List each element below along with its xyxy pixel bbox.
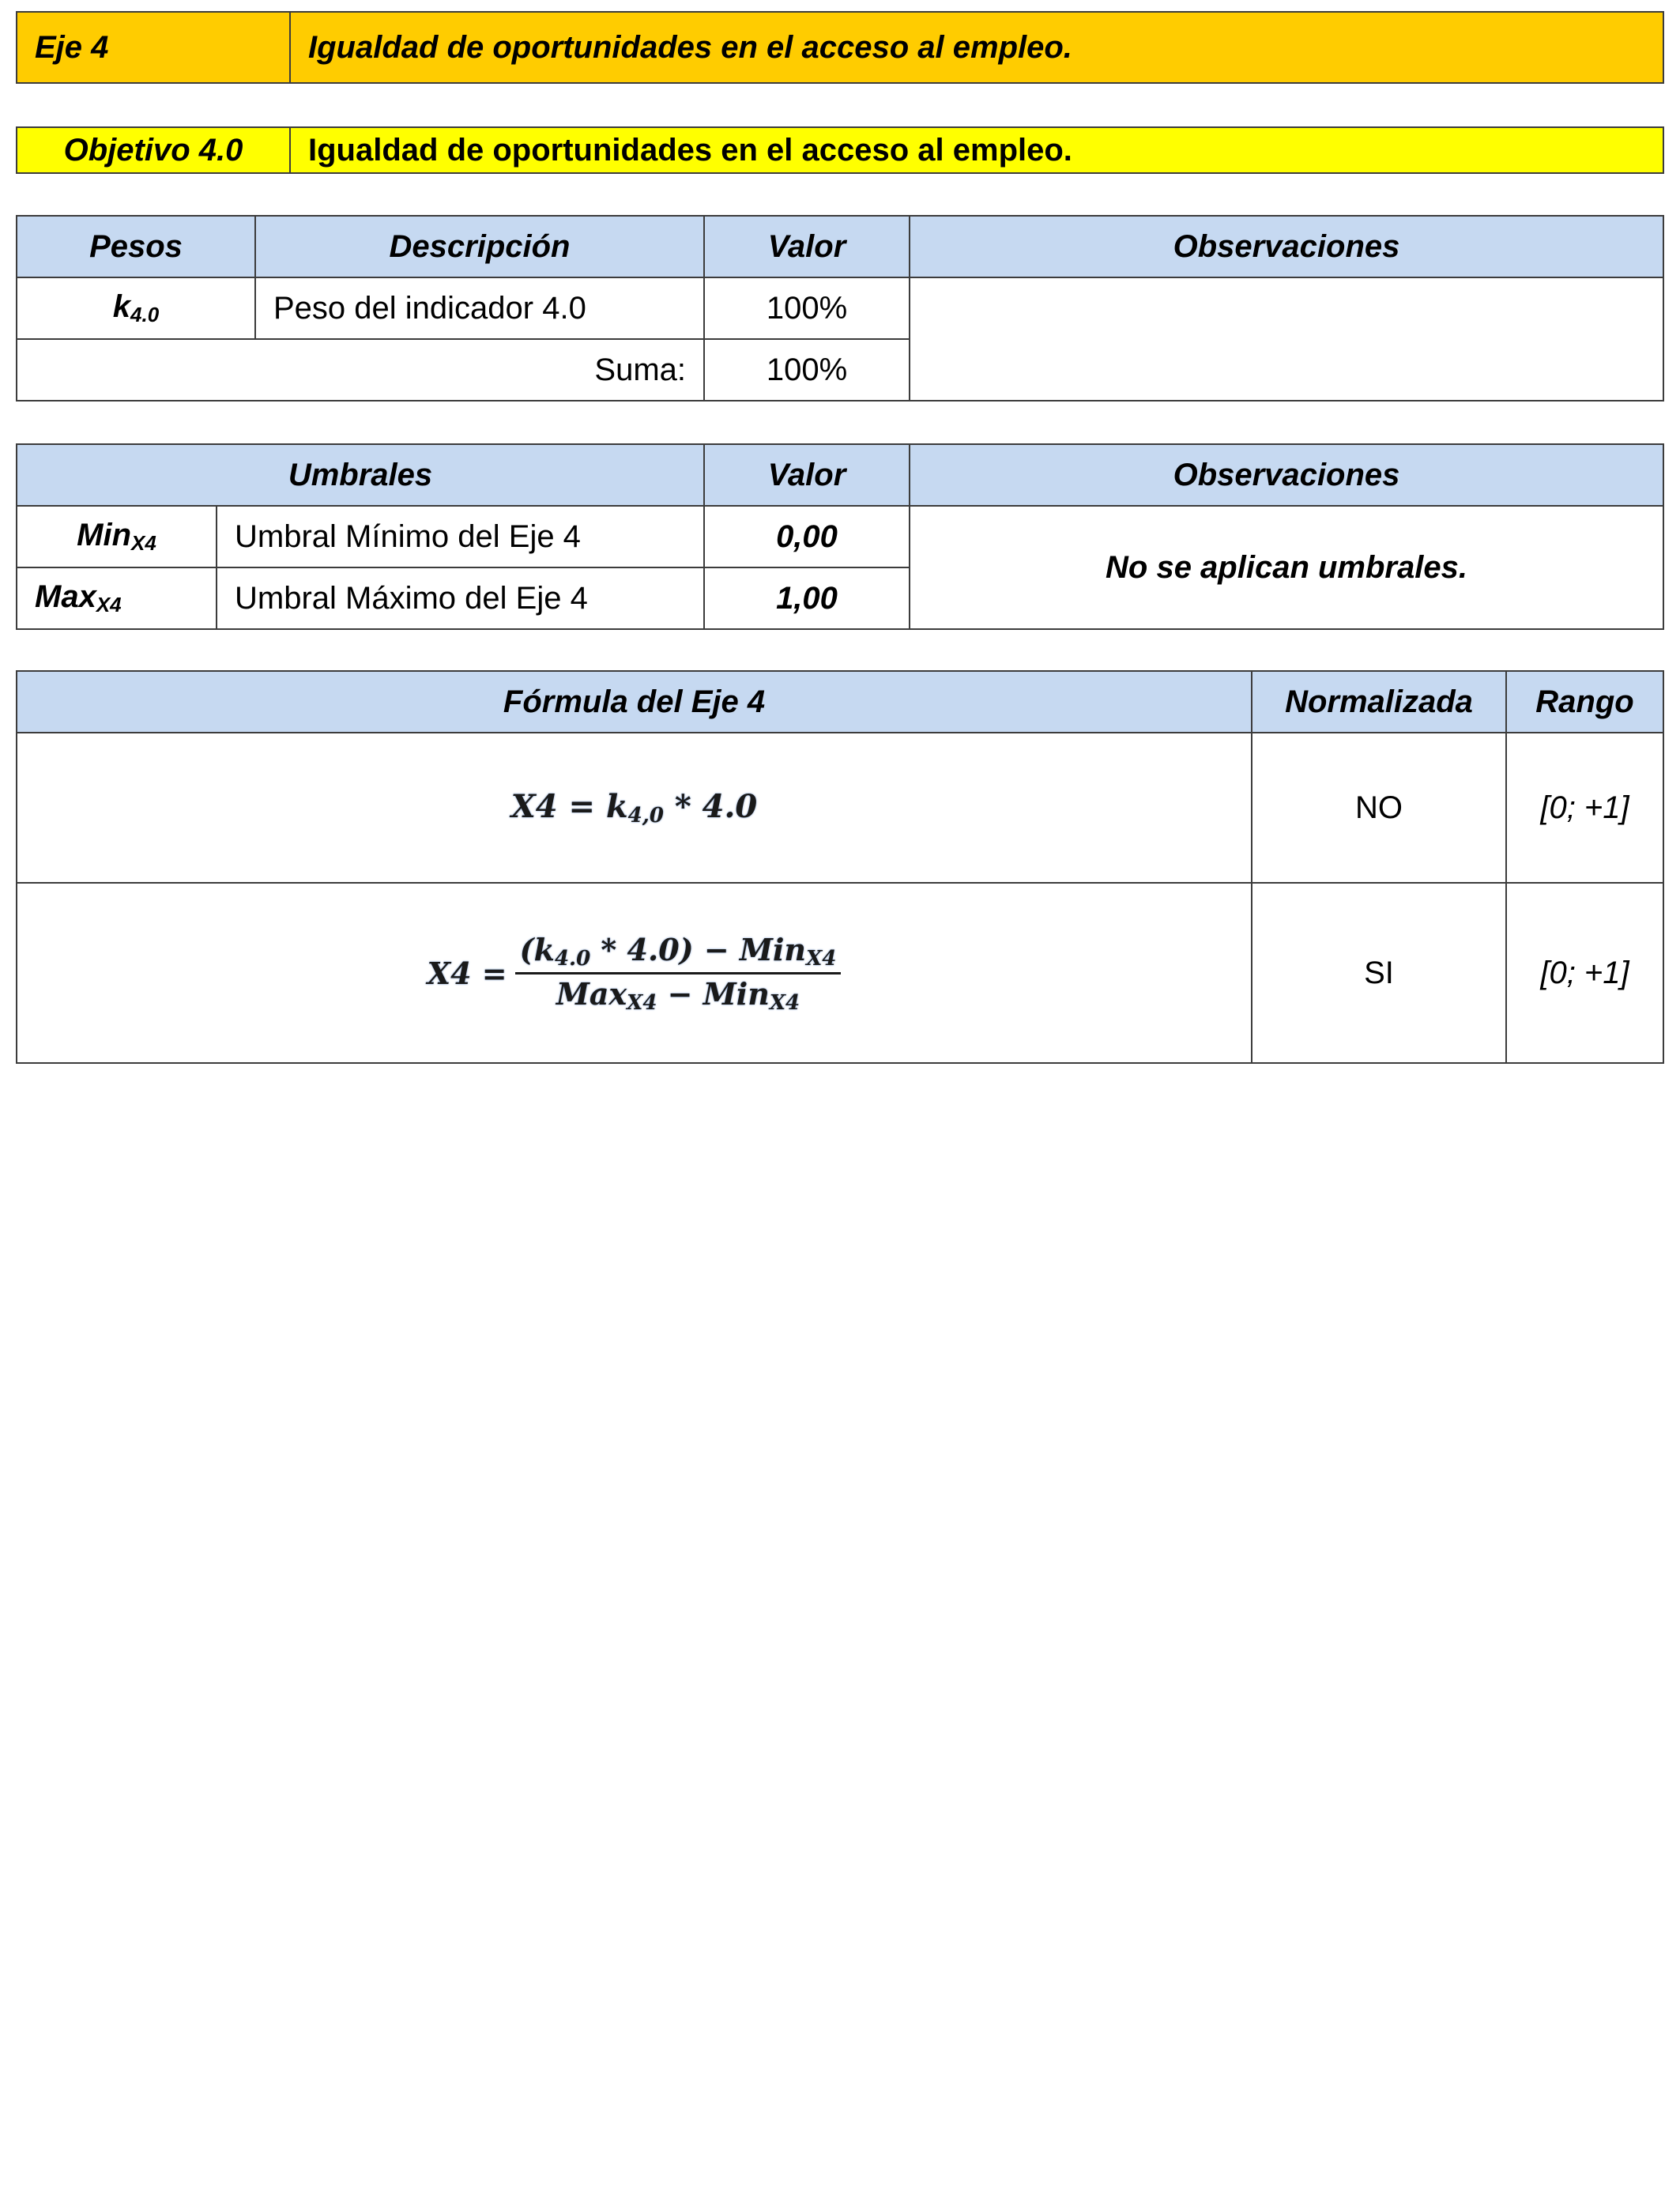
formula-header-rango: Rango [1506, 671, 1663, 733]
eje-label: Eje 4 [17, 12, 290, 83]
formula-denominator: Max$_{X4}$ − Min$_{X4}$ [556, 975, 800, 1015]
pesos-row-k40 [17, 277, 1663, 339]
formula-normalized-rango: [0; +1] [1506, 883, 1663, 1063]
umbrales-header-observaciones: Observaciones [910, 444, 1663, 506]
umbral-max-symbol: Max$_{X4}$ [17, 567, 217, 629]
formula-row-normalized [17, 883, 1663, 1063]
umbrales-observaciones: No se aplican umbrales. [910, 506, 1663, 629]
pesos-header-row [17, 216, 1663, 277]
eje-header-table [16, 11, 1664, 84]
formula-header-formula: Fórmula del Eje 4 [17, 671, 1252, 733]
umbral-min-symbol: Min$_{X4}$ [17, 506, 217, 567]
umbral-max-description: Umbral Máximo del Eje 4 [217, 567, 704, 629]
umbral-min-description: Umbral Mínimo del Eje 4 [217, 506, 704, 567]
umbrales-header-valor: Valor [704, 444, 910, 506]
formula-normalized-lhs: X4 = [427, 955, 507, 991]
objetivo-label: Objetivo 4.0 [17, 127, 290, 173]
formula-row-not-normalized [17, 733, 1663, 883]
formula-numerator: $(k_{4.0} * 4.0) - Min_{X4}$ [515, 932, 842, 974]
umbral-min-value: 0,00 [704, 506, 910, 567]
pesos-observaciones [910, 277, 1663, 401]
peso-description: Peso del indicador 4.0 [255, 277, 704, 339]
pesos-sum-value: 100% [704, 339, 910, 401]
formula-normalized-normalizada: SI [1252, 883, 1506, 1063]
formula-plain-rango: [0; +1] [1506, 733, 1663, 883]
umbrales-row-min [17, 506, 1663, 567]
formula-table [16, 670, 1664, 1064]
pesos-header-valor: Valor [704, 216, 910, 277]
formula-plain: $X4 = k_{4,0} * 4.0$ [17, 733, 1252, 883]
pesos-header-pesos: Pesos [17, 216, 255, 277]
formula-fraction [515, 932, 842, 1015]
umbrales-header-umbrales: Umbrales [17, 444, 704, 506]
pesos-sum-label: Suma: [17, 339, 704, 401]
umbrales-table [16, 443, 1664, 630]
objetivo-title: Igualdad de oportunidades en el acceso al empleo. [290, 127, 1663, 173]
formula-normalized [17, 883, 1252, 1063]
pesos-header-descripcion: Descripción [255, 216, 704, 277]
eje-title: Igualdad de oportunidades en el acceso al empleo. [290, 12, 1663, 83]
pesos-table [16, 215, 1664, 401]
formula-plain-normalizada: NO [1252, 733, 1506, 883]
peso-symbol: $k_{4.0}$ [17, 277, 255, 339]
umbrales-header-row [17, 444, 1663, 506]
objetivo-header-table [16, 126, 1664, 174]
umbral-max-value: 1,00 [704, 567, 910, 629]
formula-header-row [17, 671, 1663, 733]
eje-header-row [17, 12, 1663, 83]
pesos-header-observaciones: Observaciones [910, 216, 1663, 277]
formula-header-normalizada: Normalizada [1252, 671, 1506, 733]
formula-normalized-expression [428, 932, 842, 1015]
objetivo-header-row [17, 127, 1663, 173]
peso-value: 100% [704, 277, 910, 339]
